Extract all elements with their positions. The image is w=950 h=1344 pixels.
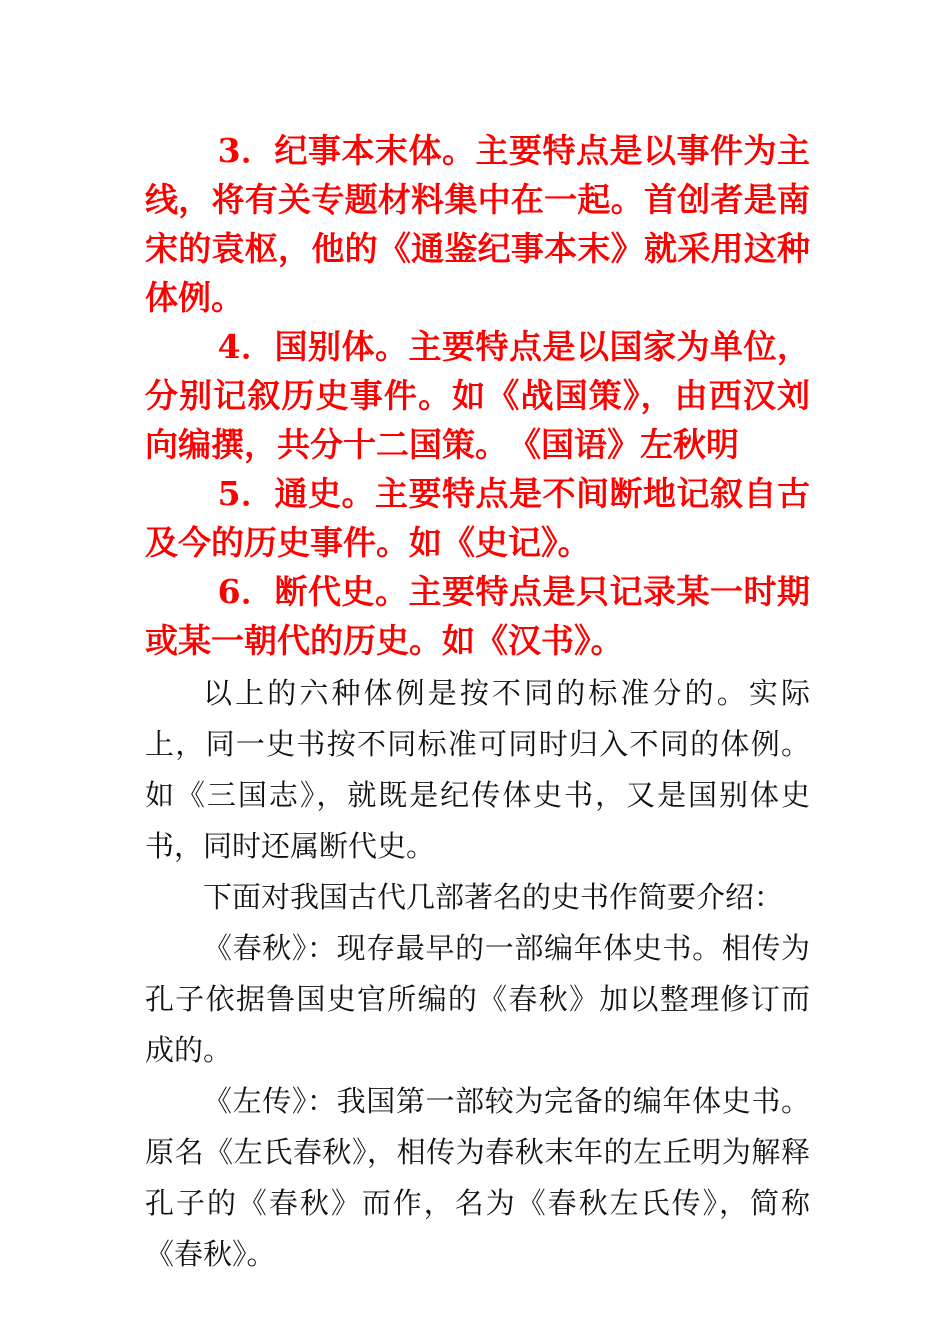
paragraph-summary-of-styles: 以上的六种体例是按不同的标准分的。实际上，同一史书按不同标准可同时归入不同的体例。如《三国志》，就既是纪传体史书，又是国别体史书，同时还属断代史。 — [145, 676, 810, 863]
paragraph-chronicle-topic-style: 3．纪事本末体。主要特点是以事件为主线，将有关专题材料集中在一起。首创者是南宋的袁枢，他的《通鉴纪事本末》就采用这种体例。 — [145, 131, 810, 317]
paragraph-dynastic-history: 6．断代史。主要特点是只记录某一时期或某一朝代的历史。如《汉书》。 — [145, 572, 810, 660]
paragraph-zuozhuan: 《左传》：我国第一部较为完备的编年体史书。原名《左氏春秋》，相传为春秋末年的左丘明为解释孔子的《春秋》而作，名为《春秋左氏传》，简称《春秋》。 — [145, 1084, 810, 1271]
paragraph-state-based-style: 4．国别体。主要特点是以国家为单位，分别记叙历史事件。如《战国策》，由西汉刘向编撰，共分十二国策。 《国语》左秋明 — [145, 327, 810, 464]
paragraph-introduction: 下面对我国古代几部著名的史书作简要介绍： — [203, 880, 784, 914]
paragraph-chunqiu: 《春秋》：现存最早的一部编年体史书。相传为孔子依据鲁国史官所编的《春秋》加以整理修订而成的。 — [145, 931, 810, 1067]
document-page — [145, 126, 810, 1280]
paragraph-general-history: 5．通史。主要特点是不间断地记叙自古及今的历史事件。如《史记》。 — [145, 474, 810, 562]
